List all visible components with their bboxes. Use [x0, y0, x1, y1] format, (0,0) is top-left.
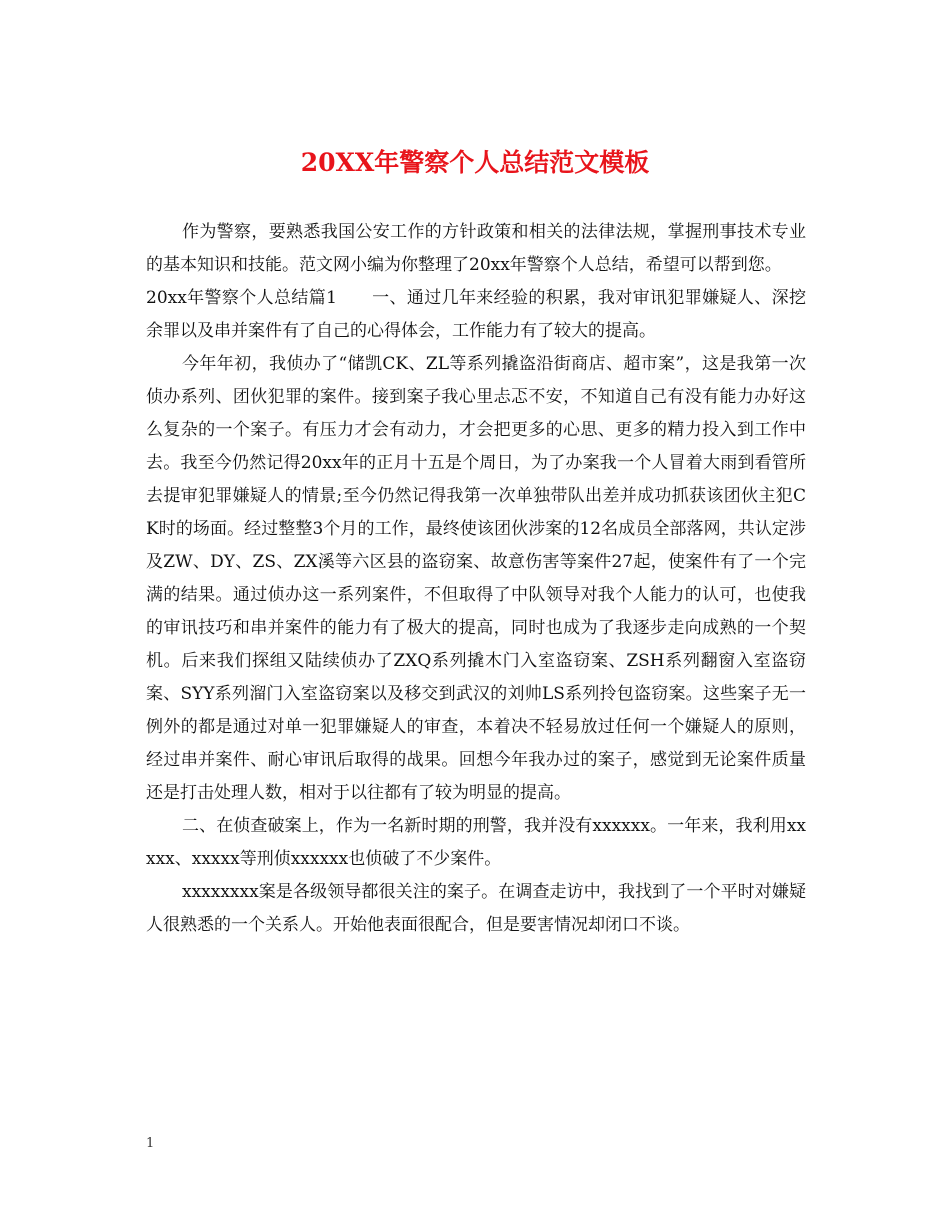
document-title: 20XX年警察个人总结范文模板 — [300, 148, 650, 177]
paragraph-summary-1: 20xx年警察个人总结篇1 一、通过几年来经验的积累，我对审讯犯罪嫌疑人、深挖余罪以及串并案件有了自己的心得体会，工作能力有了较大的提高。 — [146, 288, 806, 341]
paragraph-intro: 作为警察，要熟悉我国公安工作的方针政策和相关的法律法规，掌握刑事技术专业的基本知识和技能。范文网小编为你整理了20xx年警察个人总结，希望可以帮到您。 — [146, 222, 806, 275]
page-number: 1 — [146, 1136, 155, 1151]
paragraph-case-detail: xxxxxxxx案是各级领导都很关注的案子。在调查走访中，我找到了一个平时对嫌疑人很熟悉的一个关系人。开始他表面很配合，但是要害情况却闭口不谈。 — [146, 882, 806, 935]
paragraph-case-series: 今年年初，我侦办了“储凯CK、ZL等系列撬盗沿街商店、超市案”，这是我第一次侦办系列、团伙犯罪的案件。接到案子我心里忐忑不安，不知道自己有没有能力办好这么复杂的一个案子。有压力才会有动力，才会把更多的心思、更多的精力投入到工作中去。我至今仍然记得20xx年的正月十五是个周日，为了办案我一个人冒着大雨到看管所去提审犯罪嫌疑人的情景;至今仍然记得我第一次单独带队出差并成功抓获该团伙主犯CK时的场面。经过整整3个月的工作，最终使该团伙涉案的12名成员全部落网，共认定涉及ZW、DY、ZS、ZX溪等六区县的盗窃案、故意伤害等案件27起，使案件有了一个完满的结果。通过侦办这一系列案件，不但取得了中队领导对我个人能力的认可，也使我的审讯技巧和串并案件的能力有了极大的提高，同时也成为了我逐步走向成熟的一个契机。后来我们探组又陆续侦办了ZXQ系列撬木门入室盗窃案、ZSH系列翻窗入室盗窃案、SYY系列溜门入室盗窃案以及移交到武汉的刘帅LS系列拎包盗窃案。这些案子无一例外的都是通过对单一犯罪嫌疑人的审查，本着决不轻易放过任何一个嫌疑人的原则，经过串并案件、耐心审讯后取得的战果。回想今年我办过的案子，感觉到无论案件质量还是打击处理人数，相对于以往都有了较为明显的提高。 — [146, 354, 807, 803]
paragraph-investigation: 二、在侦查破案上，作为一名新时期的刑警，我并没有xxxxxx。一年来，我利用xxxxx、xxxxx等刑侦xxxxxx也侦破了不少案件。 — [146, 816, 806, 869]
document-body — [146, 216, 806, 942]
